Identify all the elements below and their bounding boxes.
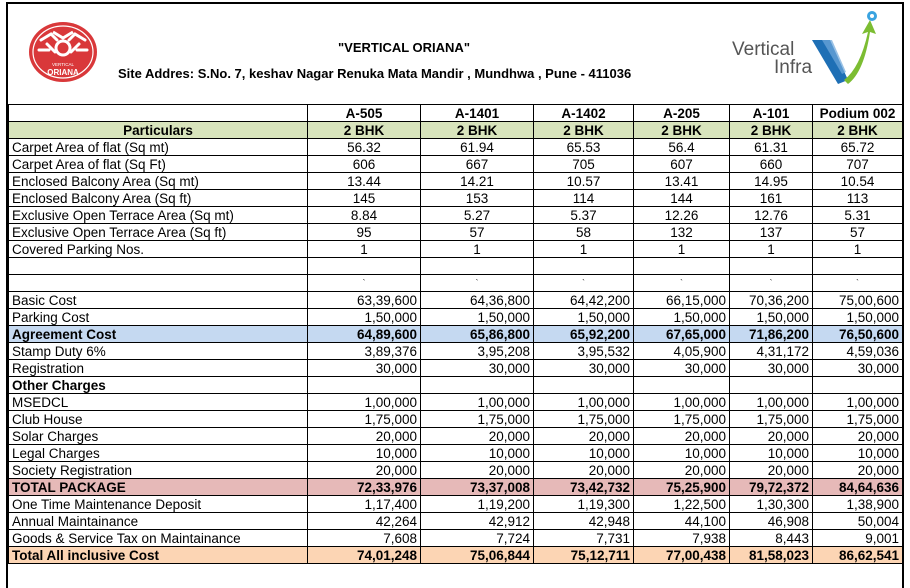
particulars-row	[9, 122, 903, 139]
row-label: Society Registration	[9, 462, 308, 479]
cost-value: 1,75,000	[308, 411, 421, 428]
cost-value: 1,75,000	[730, 411, 813, 428]
area-value: 13.44	[308, 173, 421, 190]
cost-value: 50,004	[813, 513, 903, 530]
cost-value: 3,89,376	[308, 343, 421, 360]
area-value: 137	[730, 224, 813, 241]
area-value: 660	[730, 156, 813, 173]
unit-type: 2 BHK	[421, 122, 534, 139]
cost-value: 20,000	[421, 462, 534, 479]
area-value: 13.41	[634, 173, 730, 190]
cost-value: 86,62,541	[813, 547, 903, 564]
area-value: 57	[421, 224, 534, 241]
oriana-logo-top-text: VERTICAL	[52, 62, 74, 67]
cost-value: 66,15,000	[634, 292, 730, 309]
cost-value: 75,06,844	[421, 547, 534, 564]
area-value: 56.32	[308, 139, 421, 156]
cost-table	[8, 104, 903, 564]
area-value: 1	[308, 241, 421, 258]
area-value: 1	[813, 241, 903, 258]
cost-value: 20,000	[534, 428, 634, 445]
area-value: 61.31	[730, 139, 813, 156]
cost-value	[730, 377, 813, 394]
cost-value: 20,000	[813, 462, 903, 479]
cost-value: 75,00,600	[813, 292, 903, 309]
area-value: 10.57	[534, 173, 634, 190]
cost-row	[9, 428, 903, 445]
area-value: 8.84	[308, 207, 421, 224]
cost-value: 4,59,036	[813, 343, 903, 360]
row-label: Parking Cost	[9, 309, 308, 326]
blank-cell	[534, 258, 634, 275]
cost-value: 30,000	[421, 360, 534, 377]
tick-mark: `	[730, 275, 813, 292]
cost-row	[9, 326, 903, 343]
area-row	[9, 224, 903, 241]
area-value: 144	[634, 190, 730, 207]
blank-cell	[9, 258, 308, 275]
cost-row	[9, 445, 903, 462]
cost-value: 42,264	[308, 513, 421, 530]
cost-value: 73,42,732	[534, 479, 634, 496]
cost-value: 30,000	[634, 360, 730, 377]
particulars-label: Particulars	[9, 122, 308, 139]
cost-value: 20,000	[634, 462, 730, 479]
row-label: MSEDCL	[9, 394, 308, 411]
oriana-logo-bottom-text: ORIANA	[47, 68, 79, 77]
cost-value: 65,92,200	[534, 326, 634, 343]
unit-type: 2 BHK	[308, 122, 421, 139]
cost-sheet	[6, 2, 904, 588]
cost-value: 65,86,800	[421, 326, 534, 343]
area-value: 65.53	[534, 139, 634, 156]
cost-row	[9, 513, 903, 530]
unit-id: A-505	[308, 105, 421, 122]
cost-value	[534, 377, 634, 394]
cost-row	[9, 411, 903, 428]
cost-value: 1,19,200	[421, 496, 534, 513]
cost-value: 77,00,438	[634, 547, 730, 564]
cost-value: 64,36,800	[421, 292, 534, 309]
cost-value	[634, 377, 730, 394]
blank-row	[9, 275, 903, 292]
cost-value: 42,912	[421, 513, 534, 530]
row-label: Goods & Service Tax on Maintainance	[9, 530, 308, 547]
area-row	[9, 139, 903, 156]
cost-value: 3,95,532	[534, 343, 634, 360]
area-value: 5.37	[534, 207, 634, 224]
project-title: "VERTICAL ORIANA"	[338, 40, 470, 55]
row-label: Legal Charges	[9, 445, 308, 462]
cost-value: 74,01,248	[308, 547, 421, 564]
blank-cell	[421, 258, 534, 275]
cost-value: 9,001	[813, 530, 903, 547]
cost-row	[9, 479, 903, 496]
cost-value: 79,72,372	[730, 479, 813, 496]
cost-value: 10,000	[730, 445, 813, 462]
blank-cell	[813, 258, 903, 275]
tick-mark: `	[634, 275, 730, 292]
cost-value: 1,50,000	[308, 309, 421, 326]
blank-cell	[9, 275, 308, 292]
cost-value: 1,17,400	[308, 496, 421, 513]
row-label: Stamp Duty 6%	[9, 343, 308, 360]
row-label: One Time Maintenance Deposit	[9, 496, 308, 513]
cost-value: 30,000	[308, 360, 421, 377]
cost-value: 8,443	[730, 530, 813, 547]
area-value: 10.54	[813, 173, 903, 190]
blank-cell	[634, 258, 730, 275]
area-value: 114	[534, 190, 634, 207]
row-label: Exclusive Open Terrace Area (Sq ft)	[9, 224, 308, 241]
area-value: 14.21	[421, 173, 534, 190]
tick-mark: `	[308, 275, 421, 292]
cost-value: 4,31,172	[730, 343, 813, 360]
unit-type: 2 BHK	[730, 122, 813, 139]
area-value: 56.4	[634, 139, 730, 156]
cost-value: 1,75,000	[421, 411, 534, 428]
row-label: Enclosed Balcony Area (Sq mt)	[9, 173, 308, 190]
cost-value	[813, 377, 903, 394]
row-label: Other Charges	[9, 377, 308, 394]
area-value: 57	[813, 224, 903, 241]
cost-value: 10,000	[634, 445, 730, 462]
cost-value: 64,42,200	[534, 292, 634, 309]
cost-value: 1,75,000	[534, 411, 634, 428]
cost-value: 1,50,000	[534, 309, 634, 326]
cost-value: 7,724	[421, 530, 534, 547]
tick-mark: `	[534, 275, 634, 292]
cost-value: 30,000	[813, 360, 903, 377]
area-row	[9, 190, 903, 207]
row-label: Enclosed Balcony Area (Sq ft)	[9, 190, 308, 207]
cost-value: 1,00,000	[308, 394, 421, 411]
unit-id-row	[9, 105, 903, 122]
cost-value: 1,00,000	[534, 394, 634, 411]
row-label: Covered Parking Nos.	[9, 241, 308, 258]
area-row	[9, 241, 903, 258]
cost-value: 20,000	[634, 428, 730, 445]
area-row	[9, 156, 903, 173]
blank-cell	[308, 258, 421, 275]
area-value: 1	[534, 241, 634, 258]
cost-value: 84,64,636	[813, 479, 903, 496]
cost-value: 1,75,000	[813, 411, 903, 428]
row-label: Basic Cost	[9, 292, 308, 309]
cost-value: 76,50,600	[813, 326, 903, 343]
cost-value	[308, 377, 421, 394]
cost-value: 7,731	[534, 530, 634, 547]
area-value: 705	[534, 156, 634, 173]
cost-row	[9, 496, 903, 513]
cost-value: 1,50,000	[421, 309, 534, 326]
unit-id: A-205	[634, 105, 730, 122]
cost-row	[9, 462, 903, 479]
area-value: 1	[421, 241, 534, 258]
empty-header-cell	[9, 105, 308, 122]
cost-value: 42,948	[534, 513, 634, 530]
row-label: Agreement Cost	[9, 326, 308, 343]
cost-value: 1,00,000	[730, 394, 813, 411]
tick-mark: `	[421, 275, 534, 292]
row-label: TOTAL PACKAGE	[9, 479, 308, 496]
cost-row	[9, 309, 903, 326]
area-value: 153	[421, 190, 534, 207]
area-value: 606	[308, 156, 421, 173]
cost-value: 20,000	[813, 428, 903, 445]
area-value: 161	[730, 190, 813, 207]
area-value: 5.27	[421, 207, 534, 224]
vertical-infra-logo-line2: Infra	[774, 57, 813, 78]
cost-value: 1,50,000	[634, 309, 730, 326]
unit-id: A-1402	[534, 105, 634, 122]
area-value: 132	[634, 224, 730, 241]
row-label: Total All inclusive Cost	[9, 547, 308, 564]
cost-value: 4,05,900	[634, 343, 730, 360]
cost-value: 1,75,000	[634, 411, 730, 428]
cost-value: 71,86,200	[730, 326, 813, 343]
area-value: 113	[813, 190, 903, 207]
area-value: 65.72	[813, 139, 903, 156]
cost-value: 20,000	[730, 462, 813, 479]
area-value: 14.95	[730, 173, 813, 190]
area-row	[9, 207, 903, 224]
cost-value: 10,000	[534, 445, 634, 462]
cost-value: 1,00,000	[634, 394, 730, 411]
cost-value: 70,36,200	[730, 292, 813, 309]
area-value: 707	[813, 156, 903, 173]
cost-value: 30,000	[534, 360, 634, 377]
cost-value: 46,908	[730, 513, 813, 530]
cost-value: 3,95,208	[421, 343, 534, 360]
cost-value: 67,65,000	[634, 326, 730, 343]
cost-value: 7,938	[634, 530, 730, 547]
unit-id: A-101	[730, 105, 813, 122]
row-label: Exclusive Open Terrace Area (Sq mt)	[9, 207, 308, 224]
cost-value: 63,39,600	[308, 292, 421, 309]
blank-cell	[730, 258, 813, 275]
cost-value: 1,30,300	[730, 496, 813, 513]
area-value: 145	[308, 190, 421, 207]
cost-value: 75,25,900	[634, 479, 730, 496]
cost-value: 75,12,711	[534, 547, 634, 564]
cost-row	[9, 292, 903, 309]
area-value: 1	[634, 241, 730, 258]
area-value: 607	[634, 156, 730, 173]
row-label: Annual Maintainance	[9, 513, 308, 530]
tick-mark: `	[813, 275, 903, 292]
cost-value: 64,89,600	[308, 326, 421, 343]
cost-value: 81,58,023	[730, 547, 813, 564]
area-value: 61.94	[421, 139, 534, 156]
cost-row	[9, 547, 903, 564]
unit-type: 2 BHK	[534, 122, 634, 139]
row-label: Club House	[9, 411, 308, 428]
area-row	[9, 173, 903, 190]
area-value: 58	[534, 224, 634, 241]
cost-row	[9, 343, 903, 360]
cost-value: 1,19,300	[534, 496, 634, 513]
cost-value: 20,000	[421, 428, 534, 445]
cost-value: 1,50,000	[730, 309, 813, 326]
unit-type: 2 BHK	[813, 122, 903, 139]
cost-row	[9, 394, 903, 411]
cost-value: 1,00,000	[421, 394, 534, 411]
row-label: Registration	[9, 360, 308, 377]
cost-value: 1,00,000	[813, 394, 903, 411]
area-value: 5.31	[813, 207, 903, 224]
cost-value: 44,100	[634, 513, 730, 530]
cost-value: 20,000	[308, 462, 421, 479]
unit-type: 2 BHK	[634, 122, 730, 139]
area-value: 95	[308, 224, 421, 241]
row-label: Carpet Area of flat (Sq mt)	[9, 139, 308, 156]
area-value: 12.76	[730, 207, 813, 224]
sheet-header	[8, 4, 902, 105]
cost-value: 20,000	[308, 428, 421, 445]
cost-value: 1,38,900	[813, 496, 903, 513]
cost-value: 10,000	[421, 445, 534, 462]
row-label: Carpet Area of flat (Sq Ft)	[9, 156, 308, 173]
unit-id: A-1401	[421, 105, 534, 122]
cost-value	[421, 377, 534, 394]
vertical-infra-swoosh-icon	[808, 8, 884, 94]
oriana-logo-icon	[27, 20, 99, 84]
cost-value: 1,50,000	[813, 309, 903, 326]
cost-row	[9, 360, 903, 377]
cost-value: 7,608	[308, 530, 421, 547]
blank-row	[9, 258, 903, 275]
cost-value: 30,000	[730, 360, 813, 377]
area-value: 1	[730, 241, 813, 258]
vertical-infra-logo	[724, 8, 884, 94]
cost-value: 20,000	[730, 428, 813, 445]
site-address: Site Addres: S.No. 7, keshav Nagar Renuka Mata Mandir , Mundhwa , Pune - 411036	[118, 66, 632, 81]
cost-row	[9, 530, 903, 547]
cost-value: 1,22,500	[634, 496, 730, 513]
area-value: 12.26	[634, 207, 730, 224]
cost-value: 20,000	[534, 462, 634, 479]
vertical-infra-logo-line1: Vertical	[732, 39, 795, 60]
cost-row	[9, 377, 903, 394]
cost-value: 73,37,008	[421, 479, 534, 496]
area-value: 667	[421, 156, 534, 173]
cost-value: 10,000	[308, 445, 421, 462]
row-label: Solar Charges	[9, 428, 308, 445]
unit-id: Podium 002	[813, 105, 903, 122]
cost-value: 72,33,976	[308, 479, 421, 496]
cost-value: 10,000	[813, 445, 903, 462]
